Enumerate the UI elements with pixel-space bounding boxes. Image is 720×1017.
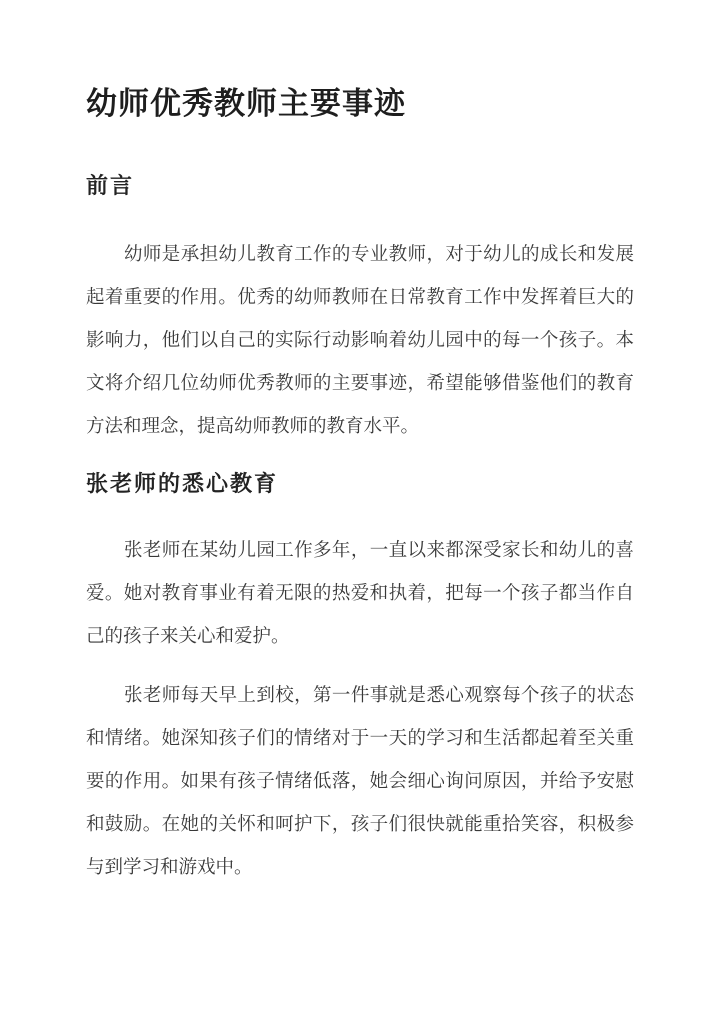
- text-line: 影响力，他们以自己的实际行动影响着幼儿园中的每一个孩子。本: [86, 331, 634, 351]
- text-line: 己的孩子来关心和爱护。: [86, 627, 290, 647]
- paragraph-zhang-daily: [86, 675, 634, 890]
- text-line: 张老师每天早上到校，第一件事就是悉心观察每个孩子的状态: [124, 686, 634, 706]
- text-line: 文将介绍几位幼师优秀教师的主要事迹，希望能够借鉴他们的教育: [86, 374, 634, 394]
- text-line: 爱。她对教育事业有着无限的热爱和执着，把每一个孩子都当作自: [86, 584, 634, 604]
- section-heading-preface: 前言: [86, 173, 135, 198]
- text-line: 要的作用。如果有孩子情绪低落，她会细心询问原因，并给予安慰: [86, 772, 634, 792]
- text-line: 幼师是承担幼儿教育工作的专业教师，对于幼儿的成长和发展: [124, 245, 634, 265]
- paragraph-zhang-intro: [86, 530, 634, 659]
- paragraph-preface: [86, 234, 634, 449]
- text-line: 方法和理念，提高幼师教师的教育水平。: [86, 417, 420, 437]
- text-line: 张老师在某幼儿园工作多年，一直以来都深受家长和幼儿的喜: [124, 541, 634, 561]
- text-line: 起着重要的作用。优秀的幼师教师在日常教育工作中发挥着巨大的: [86, 288, 634, 308]
- text-line: 和鼓励。在她的关怀和呵护下，孩子们很快就能重拾笑容，积极参: [86, 815, 634, 835]
- section-heading-zhang: 张老师的悉心教育: [86, 471, 279, 496]
- text-line: 和情绪。她深知孩子们的情绪对于一天的学习和生活都起着至关重: [86, 729, 634, 749]
- document-title: 幼师优秀教师主要事迹: [86, 86, 406, 121]
- text-line: 与到学习和游戏中。: [86, 858, 253, 878]
